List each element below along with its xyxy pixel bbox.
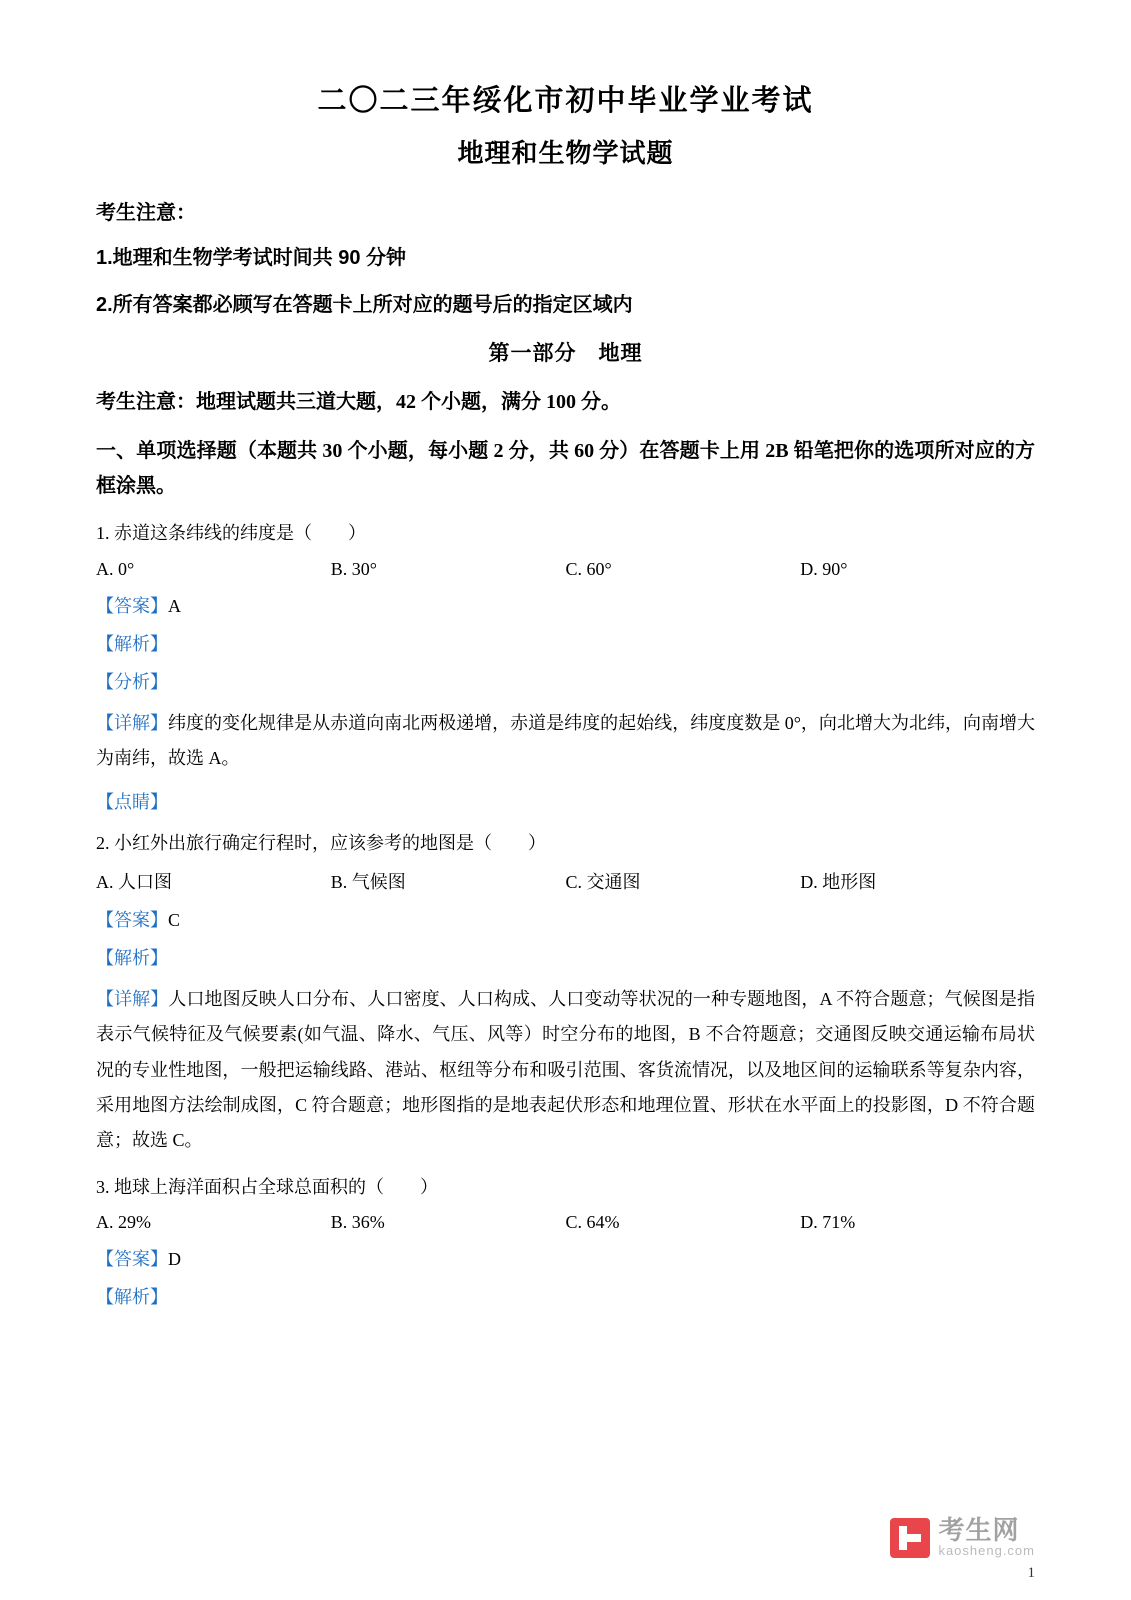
answer-value: A bbox=[168, 595, 181, 616]
answer-value: C bbox=[168, 910, 181, 931]
watermark-text bbox=[938, 1517, 1035, 1558]
analysis-tag: 【解析】 bbox=[96, 1287, 168, 1308]
question-stem: 1. 赤道这条纬线的纬度是（ ） bbox=[96, 523, 366, 543]
question-stem: 3. 地球上海洋面积占全球总面积的（ ） bbox=[96, 1176, 438, 1197]
dianjing-tag: 【点睛】 bbox=[96, 791, 168, 812]
question-options bbox=[96, 559, 1035, 580]
watermark bbox=[890, 1517, 1035, 1558]
page-subtitle: 地理和生物学试题 bbox=[457, 138, 674, 168]
option-d[interactable]: D. 地形图 bbox=[800, 872, 877, 893]
detail-tag: 【详解】 bbox=[96, 712, 169, 733]
option-a[interactable]: A. 人口图 bbox=[96, 872, 172, 893]
option-b[interactable]: B. 气候图 bbox=[330, 872, 406, 893]
analysis-tag: 【解析】 bbox=[96, 948, 168, 969]
option-a[interactable]: A. 0° bbox=[96, 558, 135, 579]
question-block bbox=[96, 1172, 1035, 1310]
question-options bbox=[96, 1212, 1035, 1233]
answer-line bbox=[96, 592, 1035, 618]
option-b[interactable]: B. 30° bbox=[330, 558, 377, 579]
detail-explanation bbox=[96, 982, 1035, 1157]
detail-tag: 【详解】 bbox=[96, 989, 169, 1010]
option-d[interactable]: D. 90° bbox=[800, 558, 848, 579]
watermark-en: kaosheng.com bbox=[938, 1543, 1035, 1559]
part-title: 第一部分 地理 bbox=[488, 341, 643, 365]
page-number: 1 bbox=[1027, 1565, 1035, 1581]
option-c[interactable]: C. 64% bbox=[565, 1212, 620, 1233]
watermark-cn: 考生网 bbox=[938, 1515, 1020, 1546]
page-title: 二〇二三年绥化市初中毕业学业考试 bbox=[317, 85, 814, 117]
question-block bbox=[96, 828, 1035, 1158]
option-c[interactable]: C. 60° bbox=[565, 558, 612, 579]
detail-explanation bbox=[96, 706, 1035, 776]
question-stem: 2. 小红外出旅行确定行程时，应该参考的地图是（ ） bbox=[96, 832, 546, 853]
option-c[interactable]: C. 交通图 bbox=[565, 872, 641, 893]
answer-value: D bbox=[168, 1249, 181, 1270]
option-d[interactable]: D. 71% bbox=[800, 1212, 856, 1233]
question-options bbox=[96, 868, 1035, 894]
answer-tag: 【答案】 bbox=[96, 910, 168, 931]
notice-item-2: 2.所有答案都必顾写在答题卡上所对应的题号后的指定区域内 bbox=[96, 294, 633, 316]
answer-tag: 【答案】 bbox=[96, 595, 168, 616]
notice-item-1: 1.地理和生物学考试时间共 90 分钟 bbox=[96, 247, 407, 269]
option-b[interactable]: B. 36% bbox=[330, 1212, 385, 1233]
answer-line bbox=[96, 906, 1035, 932]
notice-heading: 考生注意： bbox=[96, 202, 196, 224]
answer-tag: 【答案】 bbox=[96, 1249, 168, 1270]
question-block bbox=[96, 518, 1035, 814]
answer-line bbox=[96, 1245, 1035, 1271]
analysis-tag: 【解析】 bbox=[96, 633, 168, 654]
section-heading: 一、单项选择题（本题共 30 个小题，每小题 2 分，共 60 分）在答题卡上用 2B 铅笔把你的选项所对应的方框涂黑。 bbox=[96, 440, 1035, 497]
detail-text: 纬度的变化规律是从赤道向南北两极递增，赤道是纬度的起始线，纬度度数是 0°，向北增大为北纬，向南增大为南纬，故选 A。 bbox=[96, 712, 1035, 768]
watermark-logo-icon bbox=[890, 1518, 930, 1558]
detail-text: 人口地图反映人口分布、人口密度、人口构成、人口变动等状况的一种专题地图，A 不符合题意；气候图是指表示气候特征及气候要素(如气温、降水、气压、风等）时空分布的地图，B 不合符题意；交通图反映交通运输布局状况的专业性地图，一般把运输线路、港站、枢纽等分布和吸引范围、客货流情况，以及地区间的运输联系等复杂内容，采用地图方法绘制成图，C 符合题意；地形图指的是地表起伏形态和地理位置、形状在水平面上的投影图，D 不符合题意；故选 C。 bbox=[96, 989, 1035, 1150]
fenxi-tag: 【分析】 bbox=[96, 671, 168, 692]
option-a[interactable]: A. 29% bbox=[96, 1212, 151, 1233]
part-note: 考生注意：地理试题共三道大题，42 个小题，满分 100 分。 bbox=[96, 391, 621, 413]
